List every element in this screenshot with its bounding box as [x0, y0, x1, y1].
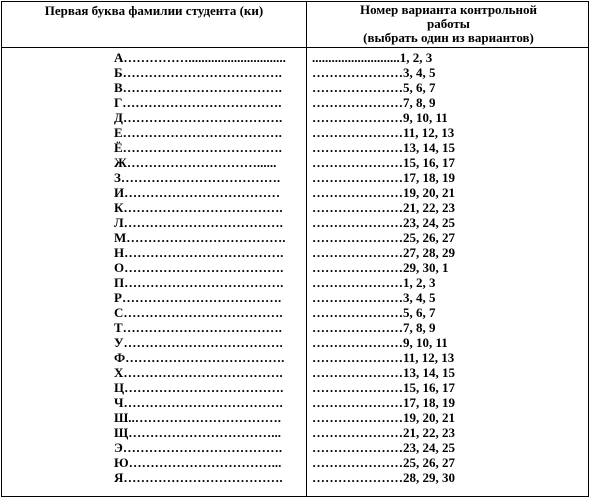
surname-letter-cell: О……………………………….: [114, 260, 284, 275]
surname-letter-cell: М……………………………….: [114, 230, 286, 245]
variant-numbers-cell: …………………28, 29, 30: [312, 470, 455, 485]
table-row: [2, 230, 588, 245]
variant-numbers-cell: …………………3, 4, 5: [312, 290, 436, 305]
surname-letter-cell: Л……………………………….: [114, 215, 283, 230]
variant-numbers-cell: …………………25, 26, 27: [312, 230, 455, 245]
table-row: [2, 410, 588, 425]
variant-numbers-cell: …………………19, 20, 21: [312, 410, 455, 425]
header-divider: [2, 47, 588, 48]
surname-letter-cell: Э……………………………….: [114, 440, 283, 455]
variant-numbers-cell: …………………25, 26, 27: [312, 455, 455, 470]
table-row: [2, 80, 588, 95]
table-row: [2, 95, 588, 110]
variant-numbers-cell: …………………23, 24, 25: [312, 215, 455, 230]
variant-numbers-cell: …………………9, 10, 11: [312, 110, 448, 125]
surname-letter-cell: Д……………………………….: [114, 110, 283, 125]
variant-numbers-cell: …………………9, 10, 11: [312, 335, 448, 350]
variant-numbers-cell: …………………17, 18, 19: [312, 170, 455, 185]
surname-letter-cell: В……………………………….: [114, 80, 282, 95]
header-letter-column: Первая буква фамилии студента (ки): [44, 3, 264, 18]
surname-letter-cell: А……………..............................: [114, 50, 286, 65]
table-row: [2, 245, 588, 260]
variant-numbers-cell: …………………15, 16, 17: [312, 155, 455, 170]
variant-numbers-cell: …………………29, 30, 1: [312, 260, 449, 275]
table-row: [2, 470, 588, 485]
surname-letter-cell: Ф……………………………….: [114, 350, 285, 365]
surname-letter-cell: Ж…………………………......: [114, 155, 277, 170]
table-row: [2, 350, 588, 365]
surname-letter-cell: Ю……………………………...: [114, 455, 282, 470]
variant-numbers-cell: …………………27, 28, 29: [312, 245, 455, 260]
table-row: [2, 140, 588, 155]
surname-letter-cell: Ц……………………………….: [114, 380, 284, 395]
table-row: [2, 50, 588, 65]
surname-letter-cell: У……………………………….: [114, 335, 283, 350]
surname-letter-cell: Г……………………………….: [114, 95, 282, 110]
variant-numbers-cell: …………………5, 6, 7: [312, 305, 436, 320]
surname-letter-cell: Х……………………………….: [114, 365, 283, 380]
table-row: [2, 425, 588, 440]
surname-letter-cell: Р……………………………….: [114, 290, 282, 305]
table-row: [2, 155, 588, 170]
variant-numbers-cell: …………………21, 22, 23: [312, 425, 455, 440]
table-row: [2, 200, 588, 215]
table-row: [2, 170, 588, 185]
header-variant-column: [307, 3, 590, 45]
table-row: [2, 215, 588, 230]
table-row: [2, 65, 588, 80]
table-row: [2, 275, 588, 290]
variant-numbers-cell: …………………21, 22, 23: [312, 200, 455, 215]
header-variant-line-2: работы: [427, 16, 470, 31]
surname-letter-cell: Щ……………………………...: [114, 425, 282, 440]
table-row: [2, 440, 588, 455]
variant-numbers-cell: …………………17, 18, 19: [312, 395, 455, 410]
surname-letter-cell: И………………………………: [114, 185, 281, 200]
variant-numbers-cell: …………………7, 8, 9: [312, 320, 436, 335]
table-row: [2, 110, 588, 125]
table-row: [2, 125, 588, 140]
surname-letter-cell: Ш..…………………………….: [114, 410, 282, 425]
surname-letter-cell: Я……………………………….: [114, 470, 283, 485]
table-row: [2, 365, 588, 380]
header-variant-line-3: (выбрать один из вариантов): [363, 30, 534, 45]
variants-table: [1, 1, 589, 497]
variant-numbers-cell: …………………11, 12, 13: [312, 350, 455, 365]
table-row: [2, 305, 588, 320]
table-row: [2, 260, 588, 275]
surname-letter-cell: Т……………………………….: [114, 320, 282, 335]
table-row: [2, 395, 588, 410]
surname-letter-cell: Ё……………………………….: [114, 140, 282, 155]
variant-numbers-cell: …………………3, 4, 5: [312, 65, 436, 80]
surname-letter-cell: Ч……………………………….: [114, 395, 283, 410]
variant-numbers-cell: ...........................1, 2, 3: [312, 50, 433, 65]
table-row: [2, 335, 588, 350]
variant-numbers-cell: …………………11, 12, 13: [312, 125, 455, 140]
table-row: [2, 380, 588, 395]
variant-numbers-cell: …………………5, 6, 7: [312, 80, 436, 95]
variant-numbers-cell: …………………7, 8, 9: [312, 95, 436, 110]
variant-numbers-cell: …………………23, 24, 25: [312, 440, 455, 455]
variant-numbers-cell: …………………13, 14, 15: [312, 140, 455, 155]
surname-letter-cell: П……………………………….: [114, 275, 284, 290]
variant-numbers-cell: …………………1, 2, 3: [312, 275, 436, 290]
table-row: [2, 185, 588, 200]
variant-numbers-cell: …………………19, 20, 21: [312, 185, 455, 200]
variant-numbers-cell: …………………13, 14, 15: [312, 365, 455, 380]
surname-letter-cell: Е……………………………….: [114, 125, 282, 140]
surname-letter-cell: Б……………………………….: [114, 65, 282, 80]
surname-letter-cell: С……………………………….: [114, 305, 283, 320]
table-row: [2, 320, 588, 335]
surname-letter-cell: Н……………………………….: [114, 245, 284, 260]
surname-letter-cell: К……………………………….: [114, 200, 283, 215]
header-variant-line-1: Номер варианта контрольной: [359, 2, 538, 17]
table-body: [2, 50, 588, 485]
table-row: [2, 290, 588, 305]
variant-numbers-cell: …………………15, 16, 17: [312, 380, 455, 395]
surname-letter-cell: З……………………………….: [114, 170, 281, 185]
table-row: [2, 455, 588, 470]
